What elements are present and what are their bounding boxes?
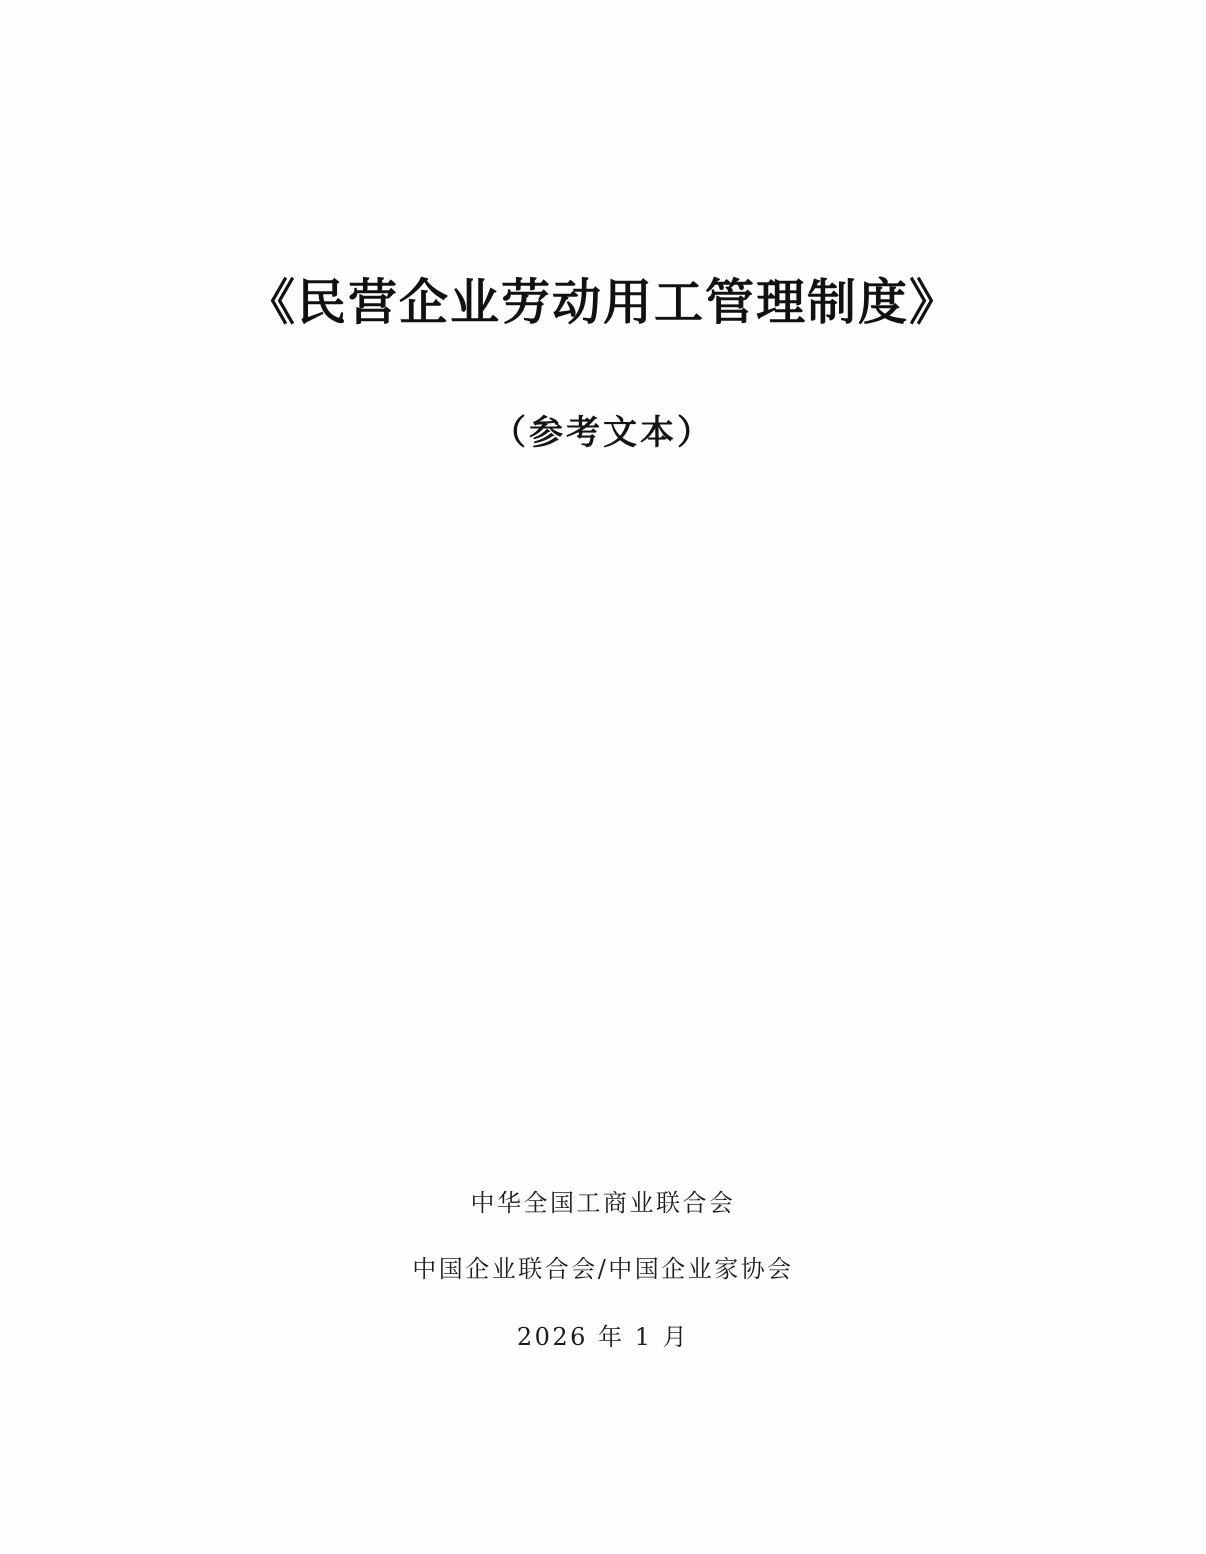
page-title: 《民营企业劳动用工管理制度》 <box>245 273 960 331</box>
publication-date: 2026 年 1 月 <box>516 1323 690 1351</box>
title-block <box>0 272 1206 454</box>
document-subtitle: （参考文本） <box>492 413 714 454</box>
issuer-primary: 中华全国工商业联合会 <box>470 1189 736 1217</box>
issuer-secondary: 中国企业联合会/中国企业家协会 <box>412 1255 794 1283</box>
issuer-block <box>0 1185 1206 1376</box>
